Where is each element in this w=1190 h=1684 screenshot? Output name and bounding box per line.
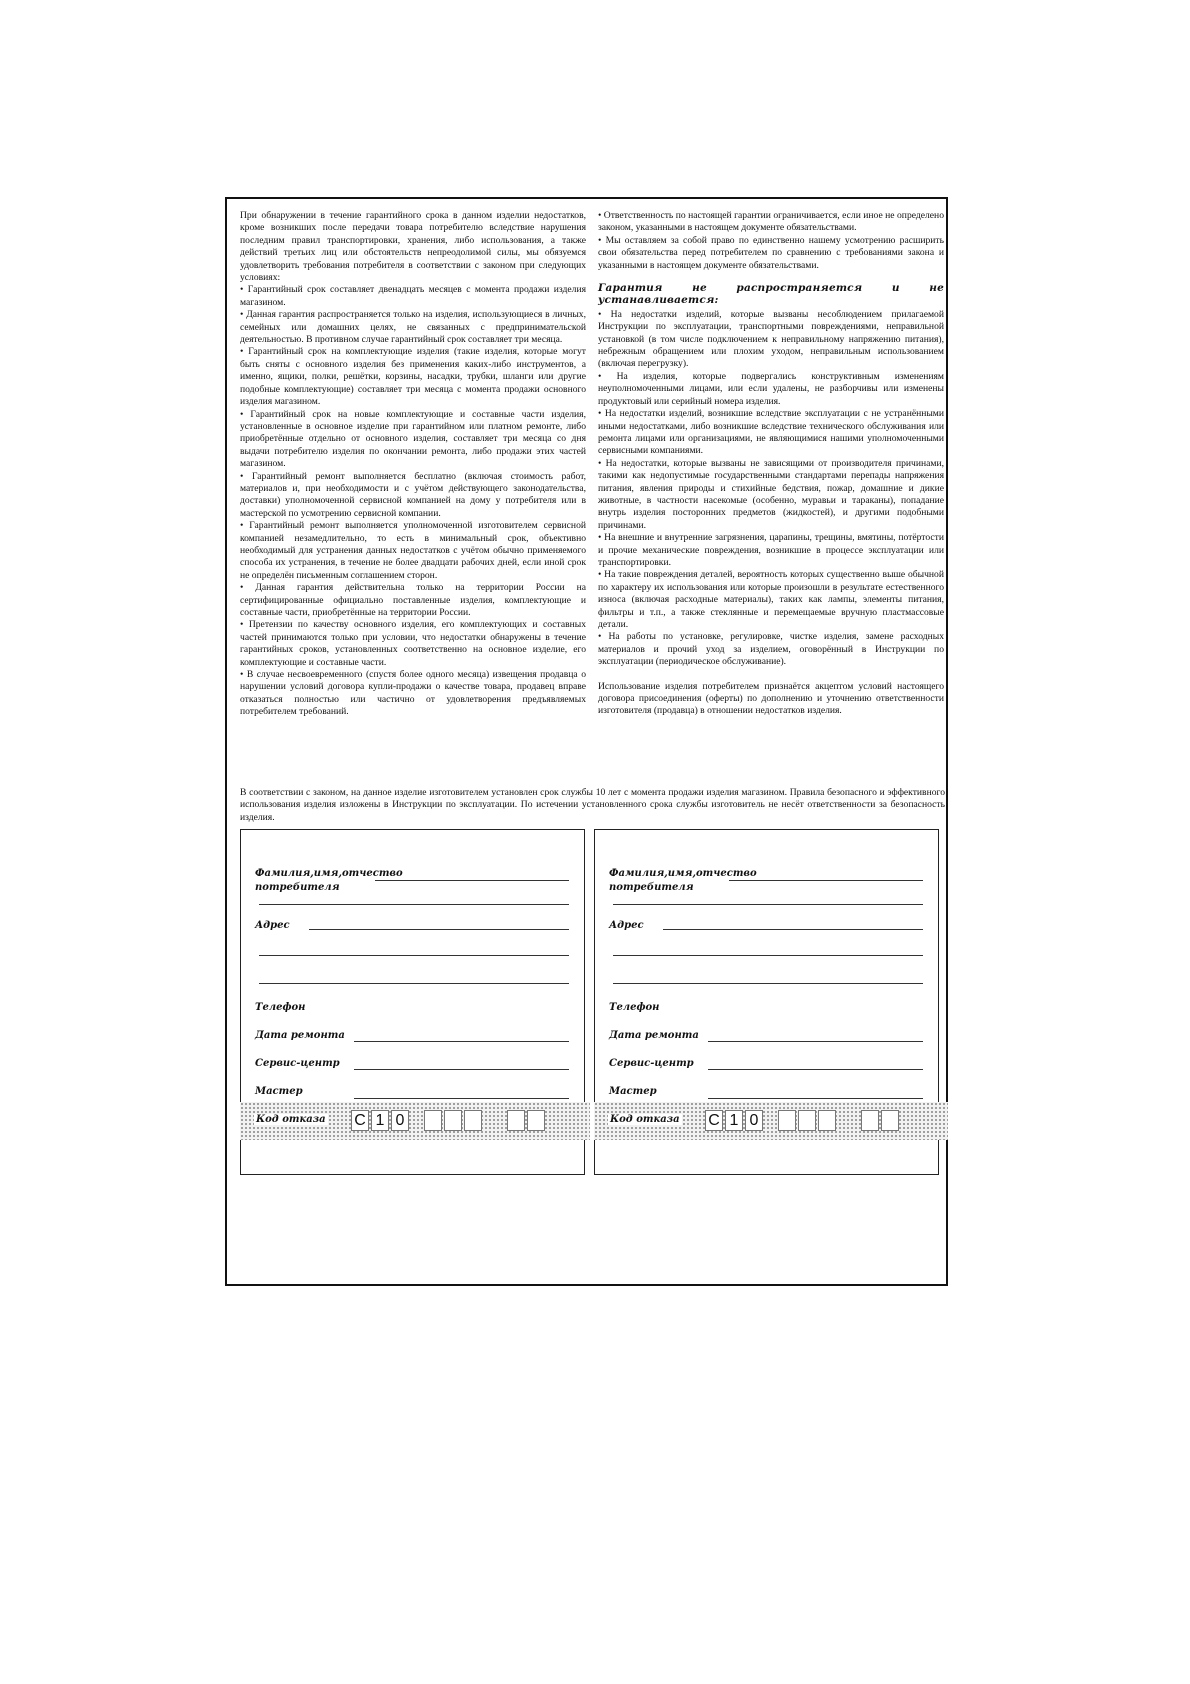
master-label: Мастер — [255, 1086, 303, 1097]
master-line[interactable] — [708, 1098, 923, 1099]
warranty-scope: • Данная гарантия распространяется только на изделия, использующиеся в личных, семейных или домашних целях, не связанных с предпринимательской деятельностью. В противном случае гарантийный срок составляет три месяца. — [240, 309, 586, 346]
master-label: Мастер — [609, 1086, 657, 1097]
failure-code-label: Код отказа — [610, 1114, 680, 1125]
repair-date-label: Дата ремонта — [255, 1030, 345, 1041]
address-line-3[interactable] — [259, 983, 569, 984]
customer-name-line[interactable] — [375, 880, 569, 881]
code-cell[interactable]: C — [705, 1110, 723, 1131]
customer-name-label: Фамилия,имя,отчество — [255, 868, 403, 879]
liability-limit: • Ответственность по настоящей гарантии ограничивается, если иное не определено законом, указанными в настоящем документе обязательствами. — [598, 210, 944, 234]
repair-date-label: Дата ремонта — [609, 1030, 699, 1041]
code-cell[interactable] — [507, 1110, 525, 1131]
address-label: Адрес — [255, 920, 290, 931]
address-line[interactable] — [663, 929, 923, 930]
code-cell[interactable]: 0 — [745, 1110, 763, 1131]
warranty-repair-term: • Гарантийный ремонт выполняется уполномоченной изготовителем сервисной компанией незамедлительно, то есть в минимальный срок, объективно необходимый для устранения данных недостатков с учётом обычно применяемого способа их устранения, в течение не более двадцати рабочих дней, если иной срок не определён письменным соглашением сторон. — [240, 520, 586, 581]
exclusion-item: • На такие повреждения деталей, вероятность которых существенно выше обычной по характеру их использования или которые произошли в результате естественного износа (включая расходные материалы), таких как лампы, элементы питания, фильтры и т.п., а также стеклянные и перемещаемые вручную пластмассовые детали. — [598, 569, 944, 630]
service-center-line[interactable] — [354, 1069, 569, 1070]
exclusion-item: • На работы по установке, регулировке, чистке изделия, замене расходных материалов и прочий уход за изделием, оговорённый в Инструкции по эксплуатации (периодическое обслуживание). — [598, 631, 944, 668]
code-cell[interactable] — [424, 1110, 442, 1131]
warranty-exclusions-column — [598, 210, 944, 718]
code-cell[interactable] — [444, 1110, 462, 1131]
code-cell[interactable] — [818, 1110, 836, 1131]
acceptance-clause: Использование изделия потребителем признаётся акцептом условий настоящего договора присоединения (оферты) по дополнению и уточнению ответственности изготовителя (продавца) в отношении недостатков изделия. — [598, 680, 944, 717]
code-cell[interactable] — [527, 1110, 545, 1131]
phone-label: Телефон — [255, 1002, 306, 1013]
warranty-term: • Гарантийный срок составляет двенадцать месяцев с момента продажи изделия магазином. — [240, 284, 586, 308]
warranty-new-parts: • Гарантийный срок на новые комплектующие и составные части изделия, установленные в основное изделие при гарантийном или платном ремонте, либо приобретённые отдельно от основного изделия, составляет три месяца со дня выдачи потребителю изделия по окончании ремонта, либо продажи этих частей магазином. — [240, 408, 586, 470]
customer-name-label-2: потребителя — [609, 882, 694, 893]
obligations-extension: • Мы оставляем за собой право по единственно нашему усмотрению расширить свои обязательства перед потребителем по сравнению с требованиями закона и указанными в настоящем документе обязательствами. — [598, 234, 944, 271]
exclusions-heading: Гарантия не распространяется и не устанавливается: — [598, 282, 944, 307]
customer-name-line-2[interactable] — [613, 904, 923, 905]
address-label: Адрес — [609, 920, 644, 931]
code-cell[interactable]: 1 — [371, 1110, 389, 1131]
address-line-2[interactable] — [613, 955, 923, 956]
address-line-2[interactable] — [259, 955, 569, 956]
code-cell[interactable] — [881, 1110, 899, 1131]
code-cell[interactable] — [464, 1110, 482, 1131]
code-cell[interactable]: 1 — [725, 1110, 743, 1131]
exclusion-item: • На недостатки изделий, которые вызваны несоблюдением прилагаемой Инструкции по эксплуатации, транспортными повреждениями, неправильной установкой (в том числе подключением к неправильному напряжению питания), небрежным обращением или плохим уходом, неправильным использованием (включая перегрузку). — [598, 308, 944, 370]
address-line[interactable] — [309, 929, 569, 930]
customer-name-line[interactable] — [729, 880, 923, 881]
warranty-intro: При обнаружении в течение гарантийного срока в данном изделии недостатков, кроме возникших после передачи товара потребителю вследствие нарушения последним правил транспортировки, хранения, либо использования, а также действий третьих лиц или обстоятельств непреодолимой силы, мы обязуемся удовлетворить требования потребителя в соответствии с законом при следующих условиях: — [240, 210, 586, 284]
repair-date-line[interactable] — [708, 1041, 923, 1042]
failure-code-band-left — [240, 1102, 590, 1140]
exclusion-item: • На внешние и внутренние загрязнения, царапины, трещины, вмятины, потёртости и прочие механические повреждения, возникшие в процессе эксплуатации или транспортировки. — [598, 532, 944, 568]
service-center-label: Сервис-центр — [609, 1058, 694, 1069]
service-center-label: Сервис-центр — [255, 1058, 340, 1069]
exclusion-item: • На изделия, которые подвергались конструктивным изменениям неуполномоченными лицами, или если удалены, не разборчивы или изменены продуктовый или серийный номера изделия. — [598, 370, 944, 407]
customer-name-line-2[interactable] — [259, 904, 569, 905]
failure-code-label: Код отказа — [256, 1114, 326, 1125]
exclusion-item: • На недостатки, которые вызваны не зависящими от производителя причинами, такими как недопустимые государственными стандартами перепады напряжения питания, явления природы и стихийные бедствия, пожар, домашние и дикие животные, в частности насекомые (особенно, муравьи и тараканы), попадание внутрь изделия посторонних предметов (жидкостей), и другими подобными причинами. — [598, 457, 944, 531]
customer-name-label: Фамилия,имя,отчество — [609, 868, 757, 879]
phone-label: Телефон — [609, 1002, 660, 1013]
warranty-components: • Гарантийный срок на комплектующие изделия (такие изделия, которые могут быть сняты с основного изделия без применения каких-либо инструментов, а именно, ящики, полки, решётки, корзины, насадки, трубки, шланги или другие подобные комплектующие) составляет три месяца с момента продажи основного изделия магазином. — [240, 346, 586, 408]
warranty-conditions-column — [240, 210, 586, 719]
code-cell[interactable]: 0 — [391, 1110, 409, 1131]
warranty-free-repair: • Гарантийный ремонт выполняется бесплатно (включая стоимость работ, материалов и, при необходимости и с учётом действующего законодательства, доставки) уполномоченной сервисной компанией на дому у потребителя или в мастерской по усмотрению сервисной компании. — [240, 470, 586, 519]
service-center-line[interactable] — [708, 1069, 923, 1070]
code-cell[interactable] — [778, 1110, 796, 1131]
failure-code-band-right — [594, 1102, 948, 1140]
code-cell[interactable] — [861, 1110, 879, 1131]
warranty-late-notice: • В случае несвоевременного (спустя более одного месяца) извещения продавца о нарушении условий договора купли-продажи о качестве товара, продавец вправе отказаться полностью или частично от удовлетворения предъявляемых потребителем требований. — [240, 669, 586, 718]
repair-date-line[interactable] — [354, 1041, 569, 1042]
warranty-claims: • Претензии по качеству основного изделия, его комплектующих и составных частей принимаются только при условии, что недостатки обнаружены в течение гарантийных сроков, установленных соответственно на основное изделие, его комплектующие и составные части. — [240, 619, 586, 668]
service-life-note: В соответствии с законом, на данное изделие изготовителем установлен срок службы 10 лет с момента продажи изделия магазином. Правила безопасного и эффективного использования изделия изложены в Инструкции по эксплуатации. По истечении установленного срока службы изготовитель не несёт ответственности за безопасность изделия. — [240, 786, 945, 823]
code-cell[interactable]: C — [351, 1110, 369, 1131]
customer-name-label-2: потребителя — [255, 882, 340, 893]
code-cell[interactable] — [798, 1110, 816, 1131]
warranty-territory: • Данная гарантия действительна только на территории России на сертифицированные официально поставленные изделия, комплектующие и составные части, приобретённые на территории России. — [240, 582, 586, 618]
master-line[interactable] — [354, 1098, 569, 1099]
address-line-3[interactable] — [613, 983, 923, 984]
exclusion-item: • На недостатки изделий, возникшие вследствие эксплуатации с не устранёнными иными недостатками, либо возникшие вследствие технического обслуживания или ремонта лицами или организациями, не являющимися нашими уполномоченными сервисными компаниями. — [598, 408, 944, 457]
